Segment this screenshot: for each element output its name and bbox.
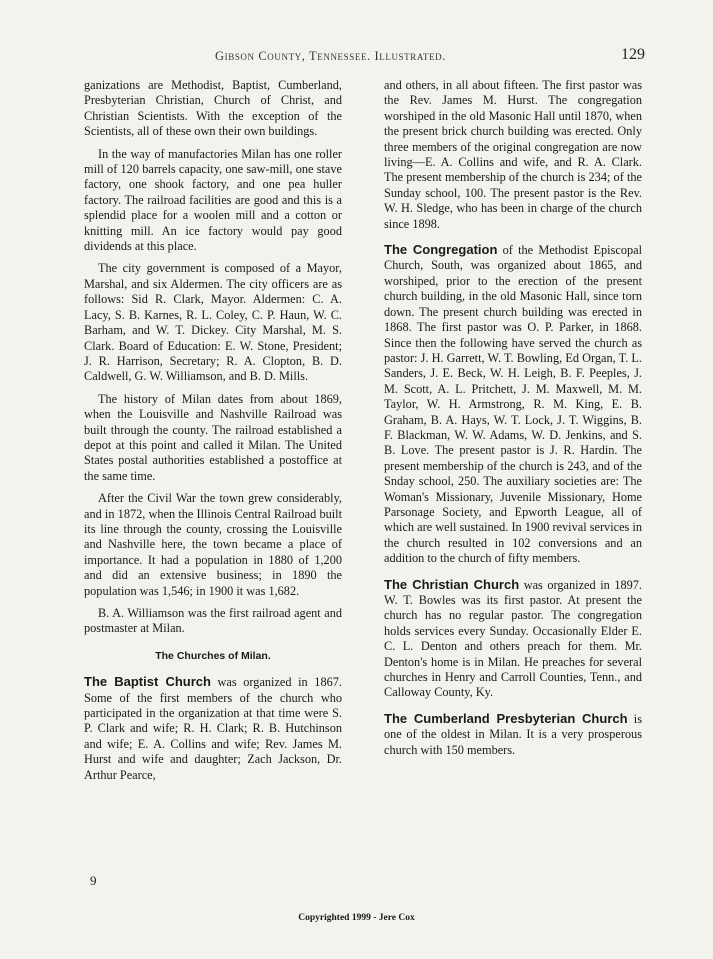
page-number: 129 bbox=[621, 46, 645, 63]
paragraph-baptist-church bbox=[84, 674, 342, 783]
folio-number: 9 bbox=[90, 873, 97, 888]
lead-cumberland-church: The Cumberland Presbyterian Church bbox=[384, 710, 628, 726]
paragraph-history: The history of Milan dates from about 1869, when the Louisville and Nashville Railroad was built through the county. The railroad established a depot at this point and called it Milan. The United States postal authorities established a postoffice at the same time. bbox=[84, 391, 342, 483]
running-head: Gibson County, Tennessee. Illustrated. bbox=[215, 49, 446, 63]
text-cumberland-church: is one of the oldest in Milan. It is a very prosperous church with 150 members. bbox=[384, 711, 642, 757]
paragraph-baptist-continued: and others, in all about fifteen. The first pastor was the Rev. James M. Hurst. The congregation worshiped in the old Masonic Hall until 1870, when the present brick church building was erected. Only three members of the original congregation are now living—E. A. Collins and wife, and R. A. Clark. The present membership of the church is 234; of the Sunday school, 100. The present pastor is the Rev. W. H. Sledge, who has been in charge of the church since 1898. bbox=[384, 78, 642, 231]
paragraph-first-agent: B. A. Williamson was the first railroad agent and postmaster at Milan. bbox=[84, 606, 342, 636]
paragraph-manufactories: In the way of manufactories Milan has one roller mill of 120 barrels capacity, one saw-mill, one stave factory, one shook factory, and one pea huller factory. The railroad facilities are good and this is a splendid place for a woolen mill and a cotton or knitting mill. An ice factory would pay good dividends at this place. bbox=[84, 146, 342, 254]
text-methodist-church: of the Methodist Episcopal Church, South, was organized about 1865, and worshiped, prior to the erection of the present church building, in the old Masonic Hall, since torn down. The present church building was erected in 1868. The first pastor was O. P. Parker, in 1868. Since then the following have served the church as pastor: J. H. Garrett, W. T. Bowling, Ed Organ, T. L. Sanders, J. E. Beck, W. H. Leigh, B. F. Peeples, J. M. Scott, A. L. Pritchett, J. M. Maxwell, M. M. Taylor, W. H. Armstrong, R. M. King, E. B. Graham, B. A. Hays, W. T. Lock, J. T. Wiggins, B. F. Blackman, W. W. Adams, W. D. Jenkins, and S. B. Love. The present pastor is J. R. Hardin. The present membership of the church is 243, and of the Snday school, 250. The auxiliary societies are: The Woman's Missionary, Juvenile Missionary, Home Parsonage Society, and Epworth League, all of which are well sustained. In 1900 revival services in the church resulted in 102 conversions and an addition to the church of fifty members. bbox=[384, 243, 642, 566]
paragraph-cumberland-church bbox=[384, 711, 642, 758]
copyright-notice: Copyrighted 1999 - Jere Cox bbox=[298, 913, 415, 923]
paragraph-city-government: The city government is composed of a Mayor, Marshal, and six Aldermen. The city officers are as follows: Sid R. Clark, Mayor. Aldermen: C. A. Lacy, S. B. Karnes, R. L. Coley, C. P. Haun, W. C. Barham, and W. T. Dickey. City Marshal, M. S. Clark. Board of Education: E. W. Stone, President; J. R. Harrison, Secretary; R. A. Clopton, B. D. Caldwell, G. W. Williamson, and B. D. Mills. bbox=[84, 261, 342, 384]
text-baptist-church: was organized in 1867. Some of the first members of the church who participated in the organization at that time were S. P. Clark and wife; R. H. Clark; R. B. Hutchinson and wife; E. A. Collins and wife; Rev. James M. Hurst and wife and daughter; Zach Jackson, Dr. Arthur Pearce, bbox=[84, 675, 342, 782]
right-column bbox=[384, 78, 642, 765]
paragraph-methodist-church bbox=[384, 242, 642, 567]
paragraph-civil-war: After the Civil War the town grew considerably, and in 1872, when the Illinois Central Railroad built its line through the county, crossing the Louisville and Nashville here, the town became a place of importance. It had a population in 1880 of 1,200 and did an extensive business; in 1890 the population was 1,546; in 1900 it was 1,682. bbox=[84, 491, 342, 598]
section-heading-churches: The Churches of Milan. bbox=[155, 649, 271, 662]
paragraph-denominations: ganizations are Methodist, Baptist, Cumberland, Presbyterian Christian, Church of Christ, and Christian Scientists. With the exception of the Scientists, all of these own their own buildings. bbox=[84, 78, 342, 139]
lead-christian-church: The Christian Church bbox=[384, 576, 520, 592]
lead-methodist-church: The Congregation bbox=[384, 242, 498, 258]
lead-baptist-church: The Baptist Church bbox=[84, 674, 211, 690]
text-christian-church: was organized in 1897. W. T. Bowles was its first pastor. At present the church has no regular pastor. The congregation holds services every Sunday. Occasionally Elder E. C. L. Denton and others preach for them. Mr. Denton's home is in Milan. He preaches for several churches in Henry and Carroll Counties, Tenn., and Calloway County, Ky. bbox=[384, 577, 642, 700]
paragraph-christian-church bbox=[384, 577, 642, 701]
left-column bbox=[84, 78, 342, 790]
page-header bbox=[90, 46, 645, 73]
